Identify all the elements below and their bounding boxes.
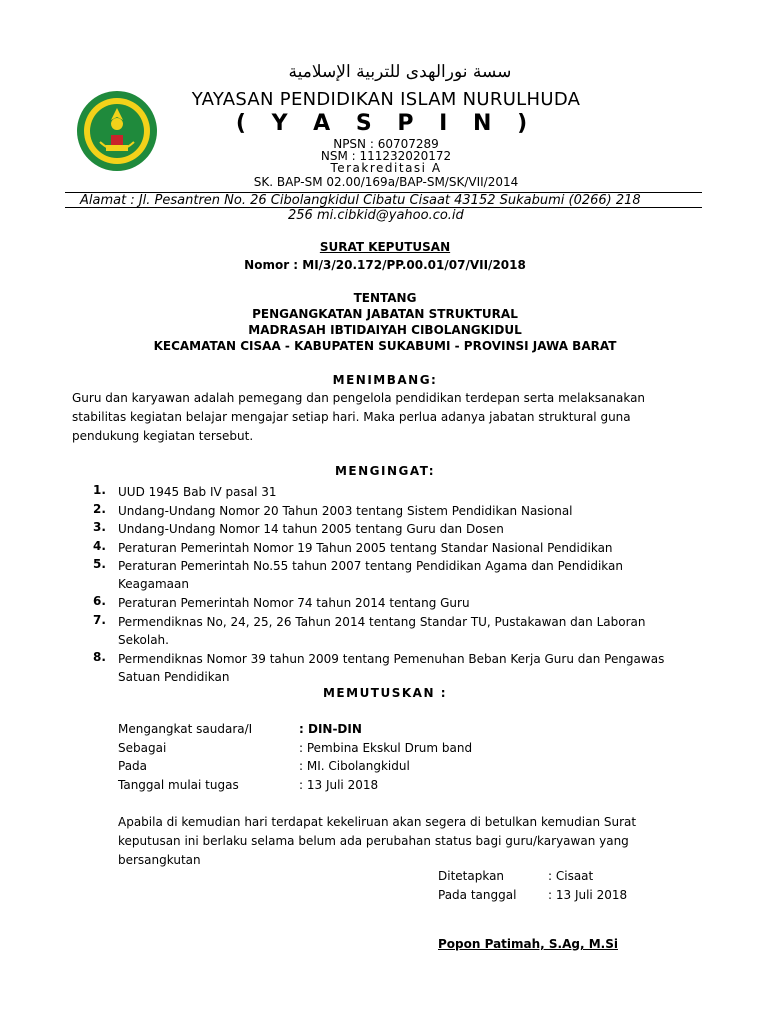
- list-item: 3. Undang-Undang Nomor 14 tahun 2005 tentang Guru dan Dosen: [93, 520, 504, 536]
- mengingat-heading: MENGINGAT:: [334, 464, 436, 478]
- title-line-2: MADRASAH IBTIDAIYAH CIBOLANGKIDUL: [248, 323, 522, 337]
- address-line-1: Alamat : Jl. Pesantren No. 26 Cibolangkidul Cibatu Cisaat 43152 Sukabumi (0266) 218: [80, 193, 641, 208]
- address-line-2: 256 mi.cibkid@yahoo.co.id: [288, 208, 464, 223]
- list-item: 8. Permendiknas Nomor 39 tahun 2009 tentang Pemenuhan Beban Kerja Guru dan Pengawas Satuan Pendidikan: [93, 649, 665, 684]
- nsm: NSM : 111232020172: [320, 149, 452, 163]
- signer-name: Popon Patimah, S.Ag, M.Si: [438, 937, 618, 951]
- accreditation-sk: SK. BAP-SM 02.00/169a/BAP-SM/SK/VII/2014: [253, 175, 519, 189]
- list-item: 7. Permendiknas No, 24, 25, 26 Tahun 2014 tentang Standar TU, Pustakawan dan Laboran Sekolah.: [93, 612, 646, 647]
- foundation-name: YAYASAN PENDIDIKAN ISLAM NURULHUDA: [191, 89, 581, 110]
- document-number: Nomor : MI/3/20.172/PP.00.01/07/VII/2018: [244, 258, 526, 272]
- mengingat-list: [93, 483, 693, 687]
- accreditation: Terakreditasi A: [330, 161, 442, 175]
- decision-row-place: Pada : MI. Cibolangkidul: [118, 759, 410, 773]
- title-line-1: PENGANGKATAN JABATAN STRUKTURAL: [252, 307, 518, 321]
- decision-row-start: Tanggal mulai tugas : 13 Juli 2018: [118, 777, 379, 792]
- list-item: 6. Peraturan Pemerintah Nomor 74 tahun 2014 tentang Guru: [93, 594, 470, 610]
- foundation-abbreviation: ( Y A S P I N ): [235, 111, 537, 136]
- title-about: TENTANG: [353, 291, 417, 305]
- npsn: NPSN : 60707289: [333, 137, 439, 151]
- memutuskan-heading: MEMUTUSKAN :: [322, 686, 447, 700]
- menimbang-heading: MENIMBANG:: [332, 373, 438, 387]
- signature-place: Ditetapkan : Cisaat: [438, 869, 594, 883]
- decision-row-name: Mengangkat saudara/I : DIN-DIN: [118, 722, 362, 736]
- list-item: 5. Peraturan Pemerintah No.55 tahun 2007 tentang Pendidikan Agama dan Pendidikan Keagamaan: [93, 557, 623, 591]
- yaspin-logo: [76, 90, 158, 172]
- signature-date: Pada tanggal : 13 Juli 2018: [438, 887, 628, 902]
- list-item: 1. UUD 1945 Bab IV pasal 31: [93, 483, 277, 499]
- document-type: SURAT KEPUTUSAN: [319, 240, 451, 254]
- decision-details: [118, 722, 618, 796]
- menimbang-text: Guru dan karyawan adalah pemegang dan pengelola pendidikan terdepan serta melaksanakan stabilitas kegiatan belajar mengajar setiap hari. Maka perlua adanya jabatan struktural guna pendukung kegiatan tersebut.: [72, 391, 646, 443]
- title-line-3: KECAMATAN CISAA - KABUPATEN SUKABUMI - PROVINSI JAWA BARAT: [153, 339, 617, 353]
- list-item: 2. Undang-Undang Nomor 20 Tahun 2003 tentang Sistem Pendidikan Nasional: [93, 501, 573, 518]
- closing-text: Apabila di kemudian hari terdapat kekeliruan akan segera di betulkan kemudian Surat keputusan ini berlaku selama belum ada perubahan status bagi guru/karyawan yang bersangkutan: [118, 815, 637, 867]
- decision-row-role: Sebagai : Pembina Ekskul Drum band: [118, 740, 473, 755]
- signature-block: [438, 869, 698, 906]
- arabic-foundation-name: سسة نورالهدى للتربية الإسلامية: [288, 62, 512, 82]
- list-item: 4. Peraturan Pemerintah Nomor 19 Tahun 2005 tentang Standar Nasional Pendidikan: [93, 538, 613, 555]
